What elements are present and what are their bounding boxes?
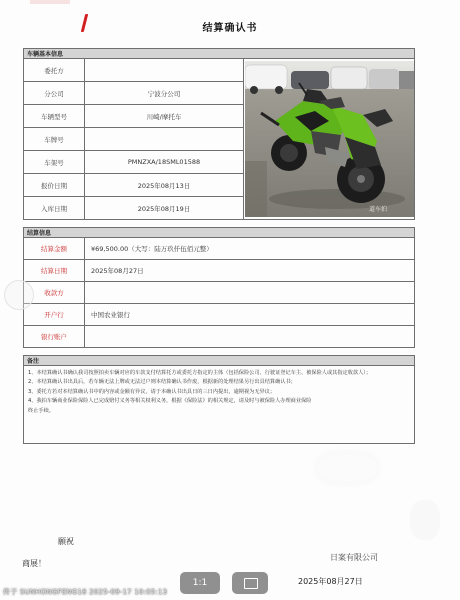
row-label: 开户行: [24, 304, 85, 326]
document-title: 结算确认书: [202, 23, 258, 34]
issuer-company: 日案有限公司: [330, 553, 378, 562]
row-label: 分公司: [24, 82, 85, 105]
row-value: 宁波分公司: [85, 82, 244, 105]
scan-smudge: [318, 454, 376, 482]
table-row: [24, 282, 415, 304]
fit-screen-button[interactable]: [232, 572, 268, 594]
table-row: [24, 59, 415, 82]
notes-table: [23, 355, 415, 444]
vehicle-photo-cell: [244, 59, 415, 220]
fit-screen-icon: [244, 578, 258, 589]
table-row: [24, 326, 415, 348]
vehicle-info-table: [23, 48, 415, 220]
actual-size-button[interactable]: 1:1: [180, 572, 220, 594]
note-line: 3、委托方若对本结算确认书中的内容或金额有异议，请于本确认书出具日的三日内提出，逾期视为无异议；: [28, 388, 276, 395]
row-label: 收款方: [24, 282, 85, 304]
row-label: 结算金额: [24, 238, 85, 260]
bank-account: [85, 326, 415, 348]
settlement-date: 2025年08月27日: [85, 260, 415, 282]
payee: [85, 282, 415, 304]
row-label: 车牌号: [24, 128, 85, 151]
row-label: 结算日期: [24, 260, 85, 282]
row-value: [85, 59, 244, 82]
scan-smudge: [410, 500, 440, 540]
section-header-vehicle: 车辆基本信息: [24, 49, 415, 59]
section-header-settlement: 结算信息: [24, 228, 415, 238]
bank-name: 中国农业银行: [85, 304, 415, 326]
motorcycle-photo: [245, 61, 415, 217]
settlement-amount: ¥69,500.00（大写：陆万玖仟伍佰元整）: [85, 238, 415, 260]
row-label: 车架号: [24, 151, 85, 174]
note-line: 终止手续。: [28, 407, 54, 414]
issue-date: 2025年08月27日: [298, 577, 363, 586]
row-label: 报价日期: [24, 174, 85, 197]
note-line: 1、本结算确认书确认我司按照拍卖车辆对应的车款支付结算托方或委托方指定的主体（包括保险公司、行驶证登记车主、被保险人或其指定收款人）；: [28, 370, 372, 376]
row-label: 入库日期: [24, 197, 85, 220]
scan-smudge: [30, 0, 70, 4]
closing-greeting-2: 商展！: [22, 559, 46, 568]
row-label: 委托方: [24, 59, 85, 82]
row-label: 车辆型号: [24, 105, 85, 128]
settlement-info-table: [23, 227, 415, 348]
table-row: [24, 260, 415, 282]
section-header-notes: 备注: [24, 356, 415, 366]
closing-greeting: 願祝: [58, 537, 74, 546]
row-value: PMNZXA/18SML01588: [85, 151, 244, 174]
table-row: [24, 238, 415, 260]
notes-body: [24, 366, 415, 444]
row-value: [85, 128, 244, 151]
note-line: 2、本结算确认书出具后，若车辆无法上牌或无法过户则本结算确认书作废，根据新的处理结果另行出具结算确认书；: [28, 379, 296, 386]
previous-page-ghost-icon[interactable]: [4, 280, 34, 310]
row-label: 银行账户: [24, 326, 85, 348]
upload-watermark: 传于 SUNHONGFENG18 2025-09-17 10:05:13: [3, 588, 168, 596]
table-row: [24, 304, 415, 326]
photo-watermark: 道车拍: [369, 206, 388, 213]
row-value: 2025年08月13日: [85, 174, 244, 197]
row-value: 川崎/摩托车: [85, 105, 244, 128]
note-line: 4、我拍车辆商业保险保险人已完成赔付义务等相关权利义务，根据《保险法》的相关规定，请及时与被保险人办理商业保险: [28, 398, 312, 405]
row-value: 2025年08月19日: [85, 197, 244, 220]
